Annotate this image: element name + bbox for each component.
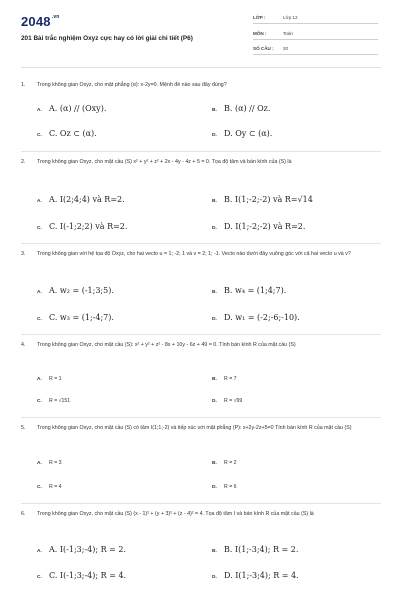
question-number: 6. [21, 511, 26, 517]
question-4-option-b[interactable]: B. R = 7 [212, 376, 237, 382]
question-6-option-b[interactable]: B. B. I(1;-3;4); R = 2. [212, 545, 299, 554]
question-1-option-b[interactable]: B. B. (α) // Oz. [212, 104, 271, 113]
question-3-option-d[interactable]: D. D. w₁ = (-2;-6;-10). [212, 313, 300, 322]
question-1-option-a[interactable]: A. A. (α) // (Oxy). [37, 104, 107, 113]
question-stem: Trong không gian Oxyz, cho mặt cầu (S) có tâm I(1;1;-2) và tiếp xúc với mặt phẳng (P): x+2y-2z+5=0 Tính bán kính R của mặt cầu (S) [37, 425, 352, 431]
question-number: 1. [21, 82, 26, 88]
question-number: 2. [21, 159, 26, 165]
question-3-option-a[interactable]: A. A. w₂ = (-1;3;5). [37, 286, 114, 295]
question-2-option-b[interactable]: B. B. I(1;-2;-2) và R=√14 [212, 195, 313, 204]
question-stem: Trong không gian Oxyz, cho mặt phẳng (α): x-2y=0. Mệnh đề nào sau đây đúng? [37, 82, 227, 88]
meta-count: SỐ CÂU : 20 [253, 46, 288, 51]
question-stem: Trong không gian Oxyz, cho mặt cầu (S): x² + y² + z² - 8x + 10y - 6z + 49 = 0. Tính bán kính R của mặt cầu (S) [37, 342, 296, 348]
question-divider [21, 334, 381, 335]
document-header [0, 0, 400, 68]
question-1-option-d[interactable]: D. D. Oy ⊂ (α). [212, 129, 273, 138]
meta-class: LỚP : Lớp 12 [253, 15, 298, 20]
question-number: 4. [21, 342, 26, 348]
question-stem: Trong không gian Oxyz, cho mặt cầu (S) (x - 1)² + (y + 3)² + (z - 4)² = 4. Tọa độ tâm I và bán kính R của mặt cầu (S) là [37, 511, 314, 517]
question-divider [21, 417, 381, 418]
question-5-option-b[interactable]: B. R = 2 [212, 460, 237, 466]
question-6-option-a[interactable]: A. A. I(-1;3;-4); R = 2. [37, 545, 127, 554]
header-divider [21, 67, 381, 68]
question-number: 5. [21, 425, 26, 431]
question-2-option-a[interactable]: A. A. I(2;4;4) và R=2. [37, 195, 125, 204]
question-2-option-d[interactable]: D. D. I(1;-2;-2) và R=2. [212, 222, 306, 231]
question-stem: Trong không gian với hệ tọa độ Oxyz, cho hai vecto u = 1; -2; 1 và v = 2; 1; -1. Vecto nào dưới đây vuông góc với cả hai vecto u và v? [37, 251, 351, 257]
page-title: 201 Bài trắc nghiệm Oxyz cực hay có lời giải chi tiết (P6) [21, 35, 193, 42]
question-5-option-c[interactable]: C. R = 4 [37, 484, 62, 490]
question-stem: Trong không gian Oxyz, cho mặt cầu (S) x² + y² + z² + 2x - 4y - 4z + 5 = 0. Tọa độ tâm và bán kính của (S) là [37, 159, 292, 165]
question-5-option-a[interactable]: A. R = 3 [37, 460, 62, 466]
question-5-option-d[interactable]: D. R = 6 [212, 484, 237, 490]
question-4-option-d[interactable]: D. R = √99 [212, 398, 243, 404]
question-number: 3. [21, 251, 26, 257]
question-6-option-c[interactable]: C. C. I(-1;3;-4); R = 4. [37, 571, 127, 580]
site-logo[interactable]: $2048^{.vn}$ [21, 14, 60, 29]
question-3-option-b[interactable]: B. B. w₄ = (1;4;7). [212, 286, 287, 295]
question-divider [21, 243, 381, 244]
question-3-option-c[interactable]: C. C. w₃ = (1;-4;7). [37, 313, 114, 322]
question-1-option-c[interactable]: C. C. Oz ⊂ (α). [37, 129, 97, 138]
question-divider [21, 151, 381, 152]
question-divider [21, 503, 381, 504]
meta-subject: MÔN : Toán [253, 31, 293, 36]
question-4-option-a[interactable]: A. R = 1 [37, 376, 62, 382]
question-4-option-c[interactable]: C. R = √151 [37, 398, 71, 404]
question-6-option-d[interactable]: D. D. I(1;-3;4); R = 4. [212, 571, 299, 580]
question-2-option-c[interactable]: C. C. I(-1;2;2) và R=2. [37, 222, 128, 231]
